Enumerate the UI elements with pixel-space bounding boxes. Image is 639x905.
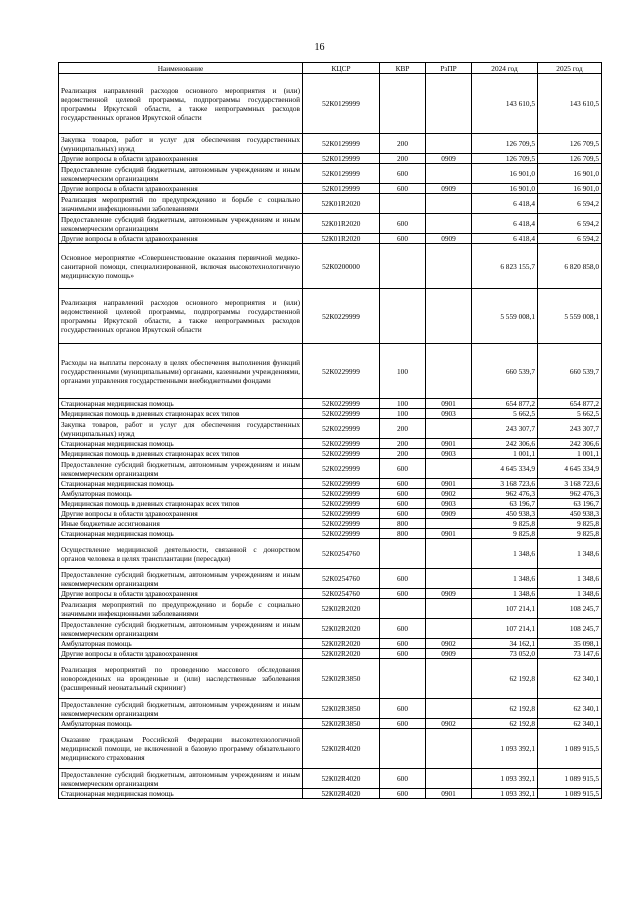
cell-2024: 1 093 392,1 <box>472 729 538 769</box>
cell-rzpr <box>426 459 472 479</box>
table-row <box>59 489 602 499</box>
cell-2024: 3 168 723,6 <box>472 479 538 489</box>
table-row <box>59 659 602 699</box>
table-row <box>59 399 602 409</box>
cell-kvr: 800 <box>380 519 426 529</box>
cell-kcsr: 52К02R2020 <box>303 639 380 649</box>
header-2024: 2024 год <box>472 63 538 74</box>
cell-kvr: 600 <box>380 649 426 659</box>
table-row <box>59 164 602 184</box>
cell-name: Реализация направлений расходов основного мероприятия и (или) ведомственной целевой программы, подпрограммы государственной программы Иркутской области, а также непрограммных расходов государственных органов Иркутской области <box>59 289 303 344</box>
table-row <box>59 214 602 234</box>
cell-name: Предоставление субсидий бюджетным, автономным учреждениям и иным некоммерческим организациям <box>59 769 303 789</box>
page-number: 16 <box>314 42 325 53</box>
cell-kcsr: 52К02R4020 <box>303 789 380 799</box>
table-row <box>59 479 602 489</box>
budget-table <box>58 62 602 799</box>
cell-2025: 16 901,0 <box>538 164 602 184</box>
cell-2024: 62 192,8 <box>472 719 538 729</box>
table-row <box>59 539 602 569</box>
cell-rzpr <box>426 344 472 399</box>
table-row <box>59 569 602 589</box>
cell-name: Предоставление субсидий бюджетным, автономным учреждениям и иным некоммерческим организациям <box>59 569 303 589</box>
cell-kvr: 600 <box>380 769 426 789</box>
cell-name: Другие вопросы в области здравоохранения <box>59 589 303 599</box>
cell-name: Другие вопросы в области здравоохранения <box>59 184 303 194</box>
cell-kvr: 100 <box>380 344 426 399</box>
cell-rzpr: 0909 <box>426 184 472 194</box>
cell-rzpr: 0901 <box>426 479 472 489</box>
cell-name: Оказание гражданам Российской Федерации высокотехнологичной медицинской помощи, не включенной в базовую программу обязательного медицинского страхования <box>59 729 303 769</box>
table-row <box>59 184 602 194</box>
cell-rzpr <box>426 659 472 699</box>
cell-kvr: 600 <box>380 569 426 589</box>
cell-2024: 4 645 334,9 <box>472 459 538 479</box>
cell-rzpr: 0902 <box>426 719 472 729</box>
table-row <box>59 789 602 799</box>
cell-name: Медицинская помощь в дневных стационарах всех типов <box>59 409 303 419</box>
cell-rzpr: 0909 <box>426 589 472 599</box>
cell-kvr: 600 <box>380 184 426 194</box>
cell-kvr: 200 <box>380 439 426 449</box>
cell-2024: 6 823 155,7 <box>472 244 538 289</box>
cell-kcsr: 52К02R2020 <box>303 599 380 619</box>
cell-kcsr: 52К0129999 <box>303 164 380 184</box>
cell-kvr: 200 <box>380 154 426 164</box>
cell-name: Стационарная медицинская помощь <box>59 439 303 449</box>
cell-2025: 654 877,2 <box>538 399 602 409</box>
cell-name: Предоставление субсидий бюджетным, автономным учреждениям и иным некоммерческим организациям <box>59 164 303 184</box>
table-row <box>59 194 602 214</box>
cell-2025: 660 539,7 <box>538 344 602 399</box>
table-row <box>59 409 602 419</box>
cell-rzpr: 0902 <box>426 489 472 499</box>
cell-name: Амбулаторная помощь <box>59 719 303 729</box>
cell-2025: 1 001,1 <box>538 449 602 459</box>
cell-2024: 6 418,4 <box>472 194 538 214</box>
cell-2025: 1 089 915,5 <box>538 769 602 789</box>
cell-kvr: 600 <box>380 639 426 649</box>
cell-rzpr: 0903 <box>426 449 472 459</box>
cell-kvr: 600 <box>380 499 426 509</box>
cell-name: Предоставление субсидий бюджетным, автономным учреждениям и иным некоммерческим организациям <box>59 699 303 719</box>
table-row <box>59 344 602 399</box>
cell-kcsr: 52К0229999 <box>303 479 380 489</box>
cell-2025: 3 168 723,6 <box>538 479 602 489</box>
cell-2024: 5 662,5 <box>472 409 538 419</box>
cell-name: Амбулаторная помощь <box>59 489 303 499</box>
header-kcsr: КЦСР <box>303 63 380 74</box>
cell-kvr: 600 <box>380 234 426 244</box>
cell-2024: 16 901,0 <box>472 164 538 184</box>
cell-2025: 1 089 915,5 <box>538 729 602 769</box>
cell-rzpr <box>426 74 472 134</box>
cell-2024: 107 214,1 <box>472 599 538 619</box>
cell-2024: 9 825,8 <box>472 519 538 529</box>
cell-2025: 126 709,5 <box>538 134 602 154</box>
cell-2024: 1 001,1 <box>472 449 538 459</box>
cell-kcsr: 52К0254760 <box>303 539 380 569</box>
cell-2025: 62 340,1 <box>538 659 602 699</box>
cell-name: Стационарная медицинская помощь <box>59 479 303 489</box>
cell-kvr: 200 <box>380 449 426 459</box>
cell-kcsr: 52К0229999 <box>303 439 380 449</box>
cell-2025: 1 348,6 <box>538 569 602 589</box>
cell-kcsr: 52К02R3850 <box>303 719 380 729</box>
cell-kvr <box>380 539 426 569</box>
cell-name: Закупка товаров, работ и услуг для обеспечения государственных (муниципальных) нужд <box>59 134 303 154</box>
cell-rzpr: 0902 <box>426 639 472 649</box>
cell-name: Реализация мероприятий по предупреждению и борьбе с социально значимыми инфекционными заболеваниями <box>59 194 303 214</box>
cell-2024: 450 938,3 <box>472 509 538 519</box>
cell-kvr: 600 <box>380 619 426 639</box>
cell-2024: 1 093 392,1 <box>472 789 538 799</box>
table-row <box>59 769 602 789</box>
cell-kcsr: 52К0229999 <box>303 519 380 529</box>
cell-kcsr: 52К0229999 <box>303 499 380 509</box>
table-row <box>59 509 602 519</box>
cell-rzpr <box>426 769 472 789</box>
cell-kvr: 600 <box>380 589 426 599</box>
cell-kcsr: 52К0229999 <box>303 289 380 344</box>
table-row <box>59 599 602 619</box>
cell-kvr: 800 <box>380 529 426 539</box>
cell-kvr: 100 <box>380 399 426 409</box>
cell-2025: 1 089 915,5 <box>538 789 602 799</box>
cell-rzpr <box>426 289 472 344</box>
cell-2025: 6 594,2 <box>538 234 602 244</box>
cell-kvr: 600 <box>380 489 426 499</box>
cell-rzpr: 0903 <box>426 409 472 419</box>
cell-2024: 962 476,3 <box>472 489 538 499</box>
cell-name: Реализация мероприятий по проведению массового обследования новорожденных на врожденные и (или) наследственные заболевания (расширенный неонатальный скрининг) <box>59 659 303 699</box>
cell-kcsr: 52К01R2020 <box>303 214 380 234</box>
table-row <box>59 244 602 289</box>
cell-name: Другие вопросы в области здравоохранения <box>59 154 303 164</box>
cell-kcsr: 52К0129999 <box>303 74 380 134</box>
cell-rzpr <box>426 729 472 769</box>
cell-rzpr: 0909 <box>426 234 472 244</box>
table-row <box>59 619 602 639</box>
cell-rzpr: 0903 <box>426 499 472 509</box>
cell-name: Стационарная медицинская помощь <box>59 789 303 799</box>
cell-name: Предоставление субсидий бюджетным, автономным учреждениям и иным некоммерческим организациям <box>59 214 303 234</box>
cell-2024: 62 192,8 <box>472 699 538 719</box>
cell-2024: 107 214,1 <box>472 619 538 639</box>
cell-rzpr <box>426 569 472 589</box>
cell-kcsr: 52К0229999 <box>303 449 380 459</box>
table-row <box>59 499 602 509</box>
cell-2024: 242 306,6 <box>472 439 538 449</box>
cell-name: Реализация мероприятий по предупреждению и борьбе с социально значимыми инфекционными заболеваниями <box>59 599 303 619</box>
cell-name: Стационарная медицинская помощь <box>59 399 303 409</box>
cell-2025: 9 825,8 <box>538 529 602 539</box>
cell-2024: 654 877,2 <box>472 399 538 409</box>
cell-2024: 1 348,6 <box>472 569 538 589</box>
cell-2024: 1 093 392,1 <box>472 769 538 789</box>
cell-kcsr: 52К0229999 <box>303 459 380 479</box>
cell-2025: 73 147,6 <box>538 649 602 659</box>
cell-2024: 9 825,8 <box>472 529 538 539</box>
cell-kcsr: 52К02R4020 <box>303 729 380 769</box>
cell-kvr <box>380 289 426 344</box>
table-row <box>59 699 602 719</box>
cell-2025: 35 098,1 <box>538 639 602 649</box>
cell-name: Другие вопросы в области здравоохранения <box>59 234 303 244</box>
cell-kcsr: 52К0200000 <box>303 244 380 289</box>
cell-kvr: 600 <box>380 789 426 799</box>
cell-kcsr: 52К0229999 <box>303 344 380 399</box>
cell-2025: 242 306,6 <box>538 439 602 449</box>
cell-2024: 5 559 008,1 <box>472 289 538 344</box>
cell-rzpr <box>426 699 472 719</box>
cell-2025: 962 476,3 <box>538 489 602 499</box>
cell-name: Иные бюджетные ассигнования <box>59 519 303 529</box>
cell-2024: 6 418,4 <box>472 234 538 244</box>
cell-kvr: 600 <box>380 509 426 519</box>
cell-rzpr: 0909 <box>426 509 472 519</box>
cell-2025: 63 196,7 <box>538 499 602 509</box>
cell-2025: 6 594,2 <box>538 214 602 234</box>
cell-kvr <box>380 659 426 699</box>
table-row <box>59 519 602 529</box>
cell-name: Основное мероприятие «Совершенствование оказания первичной медико-санитарной помощи, специализированной, включая высокотехнологичную медицинскую помощь» <box>59 244 303 289</box>
cell-rzpr: 0901 <box>426 399 472 409</box>
table-row <box>59 74 602 134</box>
cell-kcsr: 52К0129999 <box>303 154 380 164</box>
cell-rzpr: 0909 <box>426 649 472 659</box>
cell-2024: 660 539,7 <box>472 344 538 399</box>
cell-rzpr: 0901 <box>426 789 472 799</box>
cell-2025: 1 348,6 <box>538 589 602 599</box>
cell-name: Осуществление медицинской деятельности, связанной с донорством органов человека в целях трансплантации (пересадки) <box>59 539 303 569</box>
cell-2024: 1 348,6 <box>472 589 538 599</box>
cell-kvr: 100 <box>380 409 426 419</box>
cell-2025: 108 245,7 <box>538 619 602 639</box>
cell-name: Амбулаторная помощь <box>59 639 303 649</box>
cell-name: Другие вопросы в области здравоохранения <box>59 649 303 659</box>
cell-kvr: 200 <box>380 419 426 439</box>
cell-kvr: 600 <box>380 699 426 719</box>
header-name: Наименование <box>59 63 303 74</box>
cell-rzpr <box>426 244 472 289</box>
table-row <box>59 729 602 769</box>
cell-kcsr: 52К02R3850 <box>303 659 380 699</box>
table-body <box>59 74 602 799</box>
cell-2025: 5 559 008,1 <box>538 289 602 344</box>
header-2025: 2025 год <box>538 63 602 74</box>
cell-2025: 62 340,1 <box>538 699 602 719</box>
cell-rzpr <box>426 164 472 184</box>
table-row <box>59 649 602 659</box>
header-kvr: КВР <box>380 63 426 74</box>
cell-kvr <box>380 599 426 619</box>
cell-2025: 6 594,2 <box>538 194 602 214</box>
cell-kcsr: 52К0229999 <box>303 529 380 539</box>
cell-rzpr <box>426 599 472 619</box>
table-row <box>59 134 602 154</box>
table-header-row <box>59 63 602 74</box>
cell-name: Расходы на выплаты персоналу в целях обеспечения выполнения функций государственными (муниципальными) органами, казенными учреждениями, органами управления государственными внебюджетными фондами <box>59 344 303 399</box>
cell-kcsr: 52К02R4020 <box>303 769 380 789</box>
cell-2024: 126 709,5 <box>472 154 538 164</box>
table-row <box>59 719 602 729</box>
cell-rzpr <box>426 419 472 439</box>
cell-2024: 34 162,1 <box>472 639 538 649</box>
cell-2025: 108 245,7 <box>538 599 602 619</box>
cell-rzpr: 0901 <box>426 439 472 449</box>
cell-2025: 16 901,0 <box>538 184 602 194</box>
cell-2025: 243 307,7 <box>538 419 602 439</box>
cell-2025: 5 662,5 <box>538 409 602 419</box>
cell-kvr <box>380 729 426 769</box>
cell-2025: 4 645 334,9 <box>538 459 602 479</box>
cell-rzpr <box>426 214 472 234</box>
cell-kvr: 600 <box>380 719 426 729</box>
table-row <box>59 589 602 599</box>
cell-2024: 143 610,5 <box>472 74 538 134</box>
cell-kcsr: 52К02R3850 <box>303 699 380 719</box>
cell-kvr: 600 <box>380 214 426 234</box>
cell-kcsr: 52К0229999 <box>303 409 380 419</box>
cell-2024: 1 348,6 <box>472 539 538 569</box>
table-row <box>59 529 602 539</box>
cell-kvr: 600 <box>380 164 426 184</box>
cell-name: Закупка товаров, работ и услуг для обеспечения государственных (муниципальных) нужд <box>59 419 303 439</box>
cell-name: Медицинская помощь в дневных стационарах всех типов <box>59 499 303 509</box>
cell-rzpr: 0901 <box>426 529 472 539</box>
cell-2024: 73 052,0 <box>472 649 538 659</box>
cell-name: Предоставление субсидий бюджетным, автономным учреждениям и иным некоммерческим организациям <box>59 459 303 479</box>
cell-rzpr <box>426 539 472 569</box>
cell-2024: 126 709,5 <box>472 134 538 154</box>
cell-2025: 6 820 858,0 <box>538 244 602 289</box>
table-row <box>59 449 602 459</box>
cell-name: Другие вопросы в области здравоохранения <box>59 509 303 519</box>
cell-2025: 143 610,5 <box>538 74 602 134</box>
table-row <box>59 154 602 164</box>
cell-2024: 63 196,7 <box>472 499 538 509</box>
cell-rzpr <box>426 619 472 639</box>
cell-kvr <box>380 74 426 134</box>
header-rzpr: РзПР <box>426 63 472 74</box>
cell-kcsr: 52К0129999 <box>303 134 380 154</box>
cell-kcsr: 52К01R2020 <box>303 194 380 214</box>
cell-kvr <box>380 194 426 214</box>
cell-rzpr: 0909 <box>426 154 472 164</box>
cell-2025: 9 825,8 <box>538 519 602 529</box>
cell-kcsr: 52К01R2020 <box>303 234 380 244</box>
cell-kcsr: 52К0229999 <box>303 489 380 499</box>
cell-2024: 6 418,4 <box>472 214 538 234</box>
cell-name: Медицинская помощь в дневных стационарах всех типов <box>59 449 303 459</box>
cell-name: Реализация направлений расходов основного мероприятия и (или) ведомственной целевой программы, подпрограммы государственной программы Иркутской области, а также непрограммных расходов государственных органов Иркутской области <box>59 74 303 134</box>
cell-kvr <box>380 244 426 289</box>
cell-kcsr: 52К0229999 <box>303 509 380 519</box>
cell-2025: 62 340,1 <box>538 719 602 729</box>
cell-2025: 126 709,5 <box>538 154 602 164</box>
table-row <box>59 459 602 479</box>
table-row <box>59 234 602 244</box>
cell-kvr: 600 <box>380 459 426 479</box>
cell-kcsr: 52К0229999 <box>303 419 380 439</box>
table-row <box>59 439 602 449</box>
cell-rzpr <box>426 519 472 529</box>
cell-2025: 450 938,3 <box>538 509 602 519</box>
table-row <box>59 419 602 439</box>
cell-name: Стационарная медицинская помощь <box>59 529 303 539</box>
table-row <box>59 639 602 649</box>
cell-kcsr: 52К0129999 <box>303 184 380 194</box>
cell-kcsr: 52К0254760 <box>303 589 380 599</box>
cell-kcsr: 52К02R2020 <box>303 619 380 639</box>
cell-2025: 1 348,6 <box>538 539 602 569</box>
cell-kcsr: 52К02R2020 <box>303 649 380 659</box>
cell-2024: 243 307,7 <box>472 419 538 439</box>
table-row <box>59 289 602 344</box>
cell-2024: 16 901,0 <box>472 184 538 194</box>
cell-kcsr: 52К0229999 <box>303 399 380 409</box>
cell-2024: 62 192,8 <box>472 659 538 699</box>
cell-kcsr: 52К0254760 <box>303 569 380 589</box>
cell-kvr: 200 <box>380 134 426 154</box>
cell-kvr: 600 <box>380 479 426 489</box>
cell-rzpr <box>426 134 472 154</box>
cell-rzpr <box>426 194 472 214</box>
cell-name: Предоставление субсидий бюджетным, автономным учреждениям и иным некоммерческим организациям <box>59 619 303 639</box>
